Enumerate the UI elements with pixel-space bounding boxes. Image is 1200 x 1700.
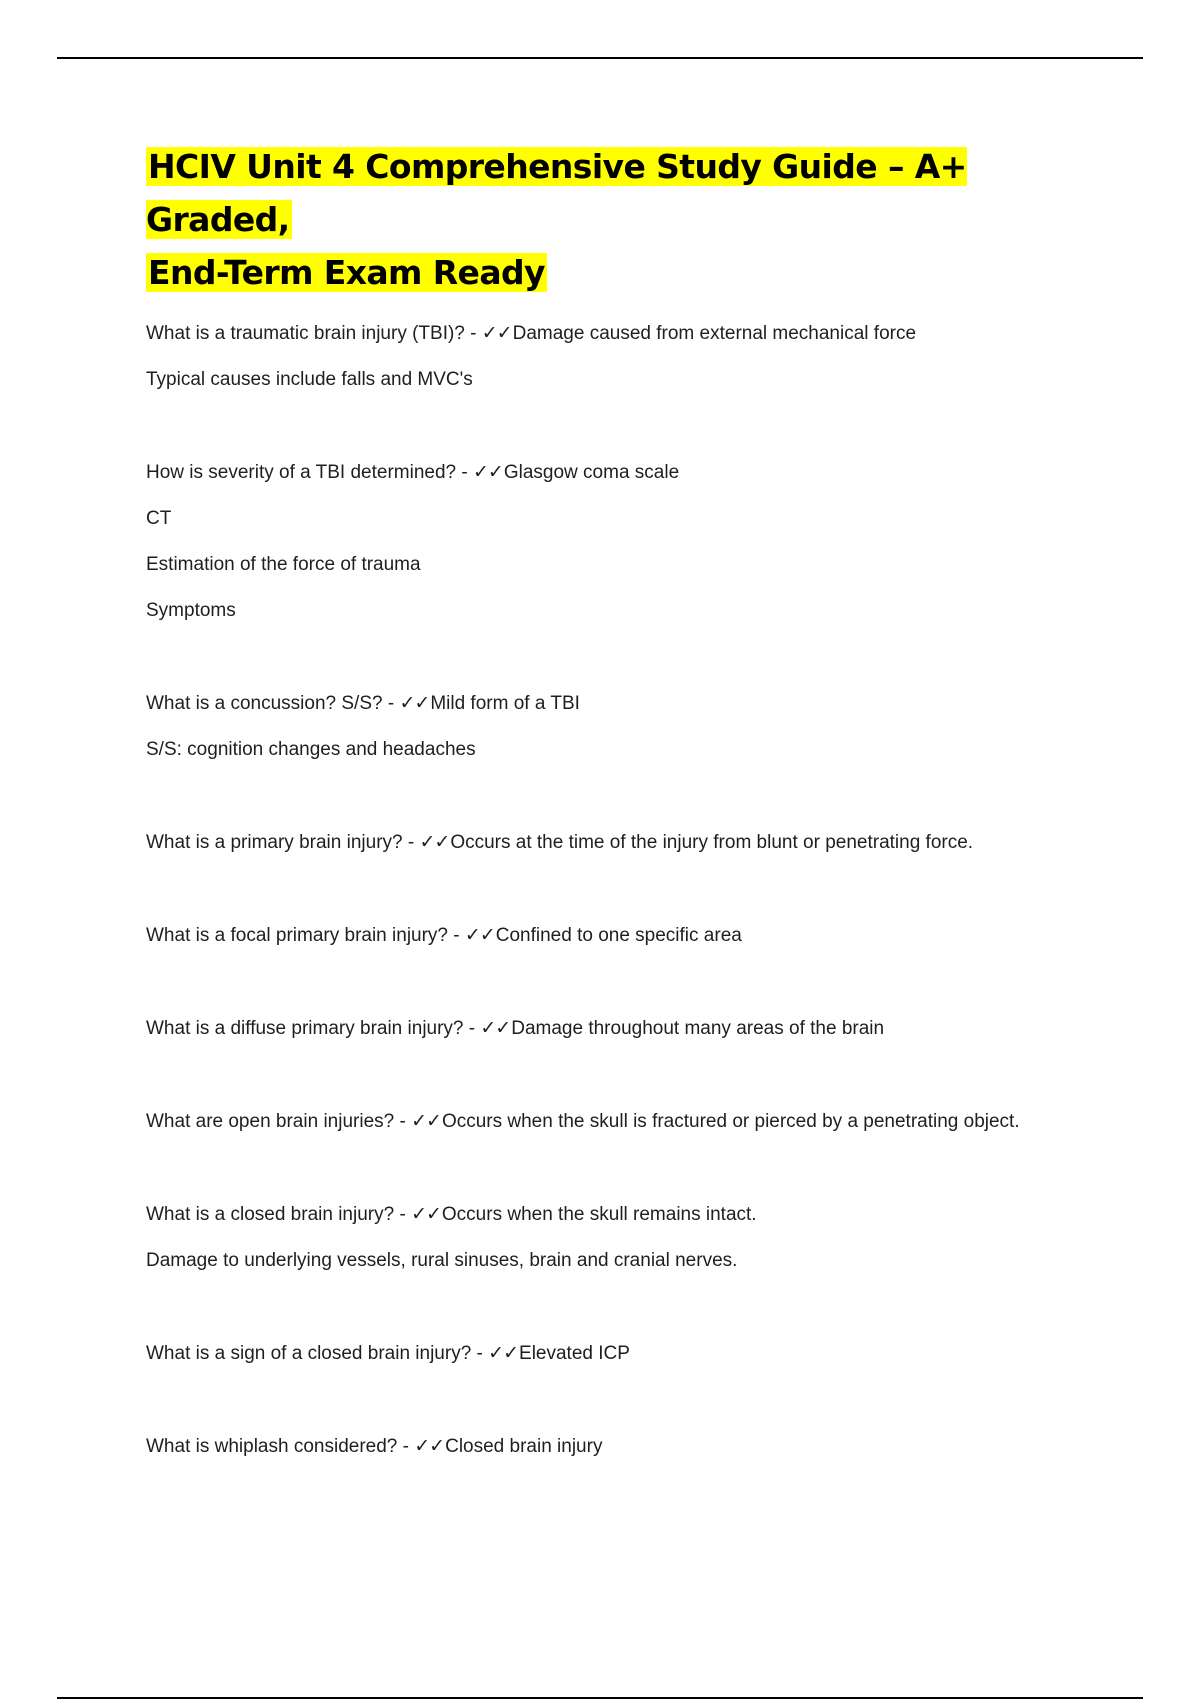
separator: - (448, 925, 465, 946)
answer-detail-line: Symptoms (146, 600, 236, 621)
check-icon: ✓✓ (488, 1343, 519, 1364)
question-line (146, 820, 1106, 866)
question-text: What is a diffuse primary brain injury? (146, 1018, 464, 1039)
qa-item (146, 450, 1106, 634)
question-text: What is a closed brain injury? (146, 1204, 395, 1225)
document-body (146, 140, 1106, 1470)
answer-text: Occurs when the skull remains intact. (441, 1204, 757, 1225)
check-icon: ✓✓ (481, 323, 512, 344)
separator: - (402, 832, 420, 853)
answer-text: Elevated ICP (519, 1343, 630, 1364)
qa-item (146, 1192, 1106, 1284)
qa-item (146, 913, 1106, 959)
separator: - (397, 1436, 415, 1457)
check-icon: ✓✓ (411, 1204, 441, 1225)
separator: - (394, 1111, 412, 1132)
answer-text: Damage throughout many areas of the brain (511, 1018, 885, 1039)
separator: - (463, 1018, 481, 1039)
answer-text: Occurs at the time of the injury from blunt or penetrating force. (450, 832, 974, 853)
bottom-rule (57, 1697, 1143, 1699)
answer-text: Mild form of a TBI (430, 693, 580, 714)
check-icon: ✓✓ (464, 925, 495, 946)
question-text: What is a concussion? S/S? (146, 693, 383, 714)
answer-text: Glasgow coma scale (503, 462, 680, 483)
answer-text: Closed brain injury (445, 1436, 603, 1457)
question-text: How is severity of a TBI determined? (146, 462, 457, 483)
separator: - (394, 1204, 412, 1225)
answer-text: Occurs when the skull is fractured or pierced by a penetrating object. (441, 1111, 1020, 1132)
qa-item (146, 681, 1106, 773)
question-text: What is a traumatic brain injury (TBI)? (146, 323, 465, 344)
separator: - (471, 1343, 489, 1364)
answer-detail-line: Estimation of the force of trauma (146, 554, 421, 575)
question-line (146, 1099, 1106, 1145)
qa-item (146, 1099, 1106, 1145)
answer-text: Damage caused from external mechanical force (512, 323, 917, 344)
answer-detail-line: CT (146, 508, 172, 529)
answer-detail-line: S/S: cognition changes and headaches (146, 739, 476, 760)
answer-detail-line: Typical causes include falls and MVC's (146, 369, 473, 390)
question-text: What is whiplash considered? (146, 1436, 398, 1457)
question-line (146, 450, 1106, 496)
question-text: What are open brain injuries? (146, 1111, 395, 1132)
check-icon: ✓✓ (480, 1018, 511, 1039)
qa-item (146, 1006, 1106, 1052)
check-icon: ✓✓ (414, 1436, 445, 1457)
check-icon: ✓✓ (473, 462, 503, 483)
separator: - (382, 693, 400, 714)
question-line (146, 681, 1106, 727)
question-line (146, 1331, 1106, 1377)
question-line (146, 913, 1106, 959)
title-line-2: End-Term Exam Ready (148, 253, 545, 292)
check-icon: ✓✓ (399, 693, 430, 714)
question-line (146, 311, 1106, 357)
question-line (146, 1192, 1106, 1238)
question-line (146, 1424, 1106, 1470)
check-icon: ✓✓ (411, 1111, 441, 1132)
separator: - (456, 462, 474, 483)
document-title (146, 140, 1106, 299)
top-rule (57, 57, 1143, 59)
answer-detail-line: Damage to underlying vessels, rural sinuses, brain and cranial nerves. (146, 1250, 738, 1271)
qa-item (146, 1331, 1106, 1377)
question-line (146, 1006, 1106, 1052)
title-line-1: HCIV Unit 4 Comprehensive Study Guide – A+ Graded, (146, 147, 967, 239)
question-text: What is a primary brain injury? (146, 832, 403, 853)
qa-item (146, 1424, 1106, 1470)
separator: - (464, 323, 482, 344)
qa-list (146, 311, 1106, 1470)
check-icon: ✓✓ (419, 832, 450, 853)
qa-item (146, 311, 1106, 403)
question-text: What is a focal primary brain injury? (146, 925, 448, 946)
qa-item (146, 820, 1106, 866)
question-text: What is a sign of a closed brain injury? (146, 1343, 472, 1364)
answer-text: Confined to one specific area (495, 925, 742, 946)
